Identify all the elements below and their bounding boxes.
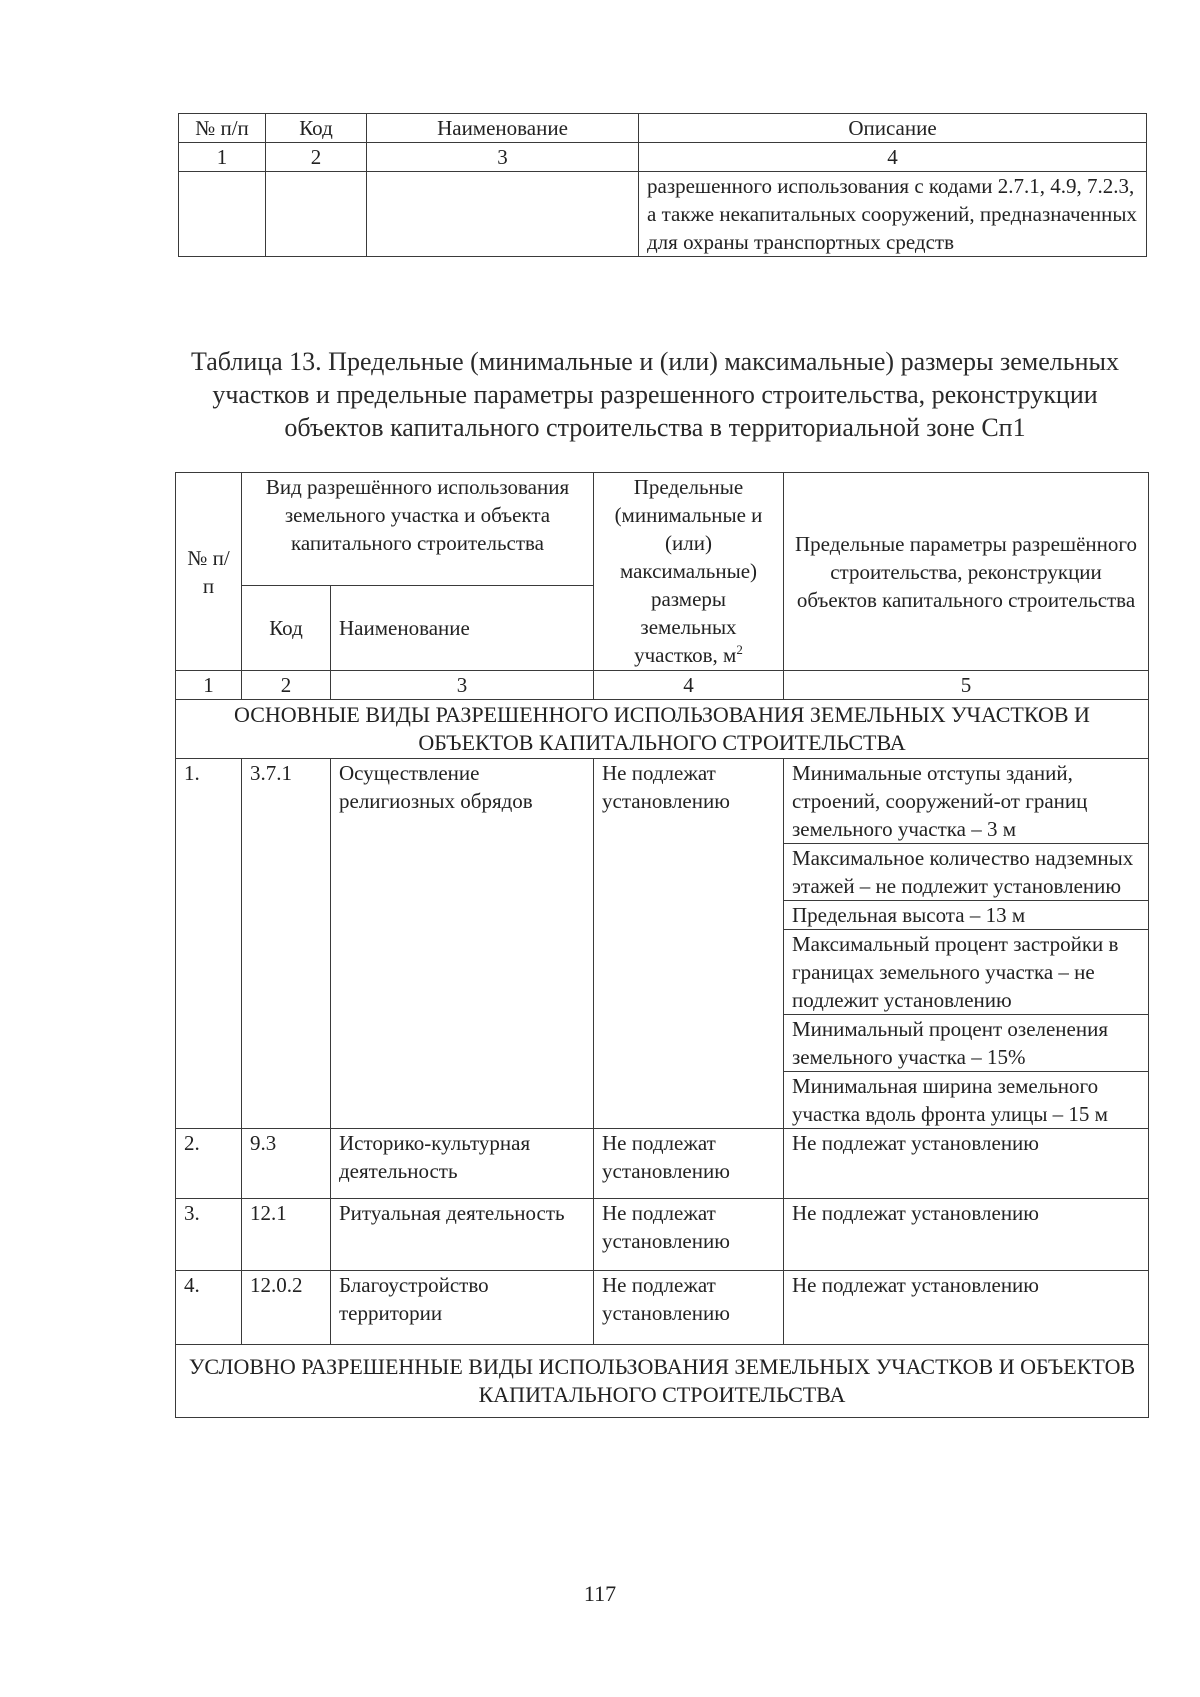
row-code: 3.7.1 [242, 759, 331, 1129]
table-row [176, 1199, 1149, 1271]
table-caption: Таблица 13. Предельные (минимальные и (или) максимальные) размеры земельных участков и предельные параметры разрешенного строительства, реконструкции объектов капитального строительства в территориальной зоне Сп1 [190, 347, 1119, 442]
row-description: разрешенного использования с кодами 2.7.1, 4.9, 7.2.3, а также некапитальных сооружений, предназначенных для охраны транспортных средств [639, 172, 1147, 257]
col-number: 5 [784, 671, 1149, 700]
row-code: 9.3 [242, 1129, 331, 1199]
row-num: 3. [176, 1199, 242, 1271]
table-row [176, 759, 1149, 1129]
table-limits [175, 472, 1149, 1418]
header-name: Наименование [331, 586, 594, 671]
header-params: Предельные параметры разрешённого строительства, реконструкции объектов капитального строительства [784, 473, 1149, 671]
param-item: Минимальные отступы зданий, строений, сооружений-от границ земельного участка – 3 м [784, 759, 1148, 844]
header-vid: Вид разрешённого использования земельного участка и объекта капитального строительства [242, 473, 594, 586]
header-sizes [594, 473, 784, 671]
header-description: Описание [639, 114, 1147, 143]
row-sizes: Не подлежат установлению [594, 1129, 784, 1199]
col-number: 3 [331, 671, 594, 700]
row-name: Историко-культурная деятельность [331, 1129, 594, 1199]
section-main-heading: ОСНОВНЫЕ ВИДЫ РАЗРЕШЕННОГО ИСПОЛЬЗОВАНИЯ ЗЕМЕЛЬНЫХ УЧАСТКОВ И ОБЪЕКТОВ КАПИТАЛЬНОГО СТРОИТЕЛЬСТВА [176, 700, 1149, 759]
param-item: Максимальное количество надземных этажей – не подлежит установлению [784, 844, 1148, 901]
header-num: № п/п [179, 114, 266, 143]
header-sizes-text: Предельные (минимальные и (или) максимальные) размеры земельных участков, м [614, 475, 763, 667]
page-number: 117 [583, 1581, 617, 1606]
row-name: Ритуальная деятельность [331, 1199, 594, 1271]
header-name: Наименование [367, 114, 639, 143]
row-params [784, 759, 1149, 1129]
table-row [176, 1271, 1149, 1345]
section-conditional-heading: УСЛОВНО РАЗРЕШЕННЫЕ ВИДЫ ИСПОЛЬЗОВАНИЯ ЗЕМЕЛЬНЫХ УЧАСТКОВ И ОБЪЕКТОВ КАПИТАЛЬНОГО СТРОИТЕЛЬСТВА [176, 1345, 1149, 1418]
param-item: Предельная высота – 13 м [784, 901, 1148, 930]
table-number-row [179, 143, 1147, 172]
param-item: Минимальная ширина земельного участка вдоль фронта улицы – 15 м [792, 1074, 1108, 1126]
row-name: Благоустройство территории [331, 1271, 594, 1345]
row-num [179, 172, 266, 257]
row-code [266, 172, 367, 257]
row-num: 2. [176, 1129, 242, 1199]
row-params: Не подлежат установлению [784, 1199, 1149, 1271]
row-code: 12.1 [242, 1199, 331, 1271]
row-code: 12.0.2 [242, 1271, 331, 1345]
header-code: Код [242, 586, 331, 671]
col-number: 2 [242, 671, 331, 700]
header-sizes-sup: 2 [736, 642, 743, 657]
col-number: 1 [179, 143, 266, 172]
row-sizes: Не подлежат установлению [594, 1199, 784, 1271]
col-number: 3 [367, 143, 639, 172]
table-header-row [176, 473, 1149, 586]
row-num: 4. [176, 1271, 242, 1345]
table-header-row [179, 114, 1147, 143]
table-number-row [176, 671, 1149, 700]
header-num: № п/п [176, 473, 242, 671]
table-continuation [178, 113, 1147, 257]
row-params: Не подлежат установлению [784, 1129, 1149, 1199]
row-num: 1. [176, 759, 242, 1129]
row-params: Не подлежат установлению [784, 1271, 1149, 1345]
section-row [176, 700, 1149, 759]
header-code: Код [266, 114, 367, 143]
param-item: Минимальный процент озеленения земельного участка – 15% [784, 1015, 1148, 1072]
col-number: 4 [594, 671, 784, 700]
table-row [176, 1129, 1149, 1199]
col-number: 1 [176, 671, 242, 700]
row-sizes: Не подлежат установлению [594, 759, 784, 1129]
row-sizes: Не подлежат установлению [594, 1271, 784, 1345]
section-row [176, 1345, 1149, 1418]
param-item: Максимальный процент застройки в границах земельного участка – не подлежит установлению [784, 930, 1148, 1015]
table-row [179, 172, 1147, 257]
col-number: 2 [266, 143, 367, 172]
row-name [367, 172, 639, 257]
col-number: 4 [639, 143, 1147, 172]
row-name: Осуществление религиозных обрядов [331, 759, 594, 1129]
